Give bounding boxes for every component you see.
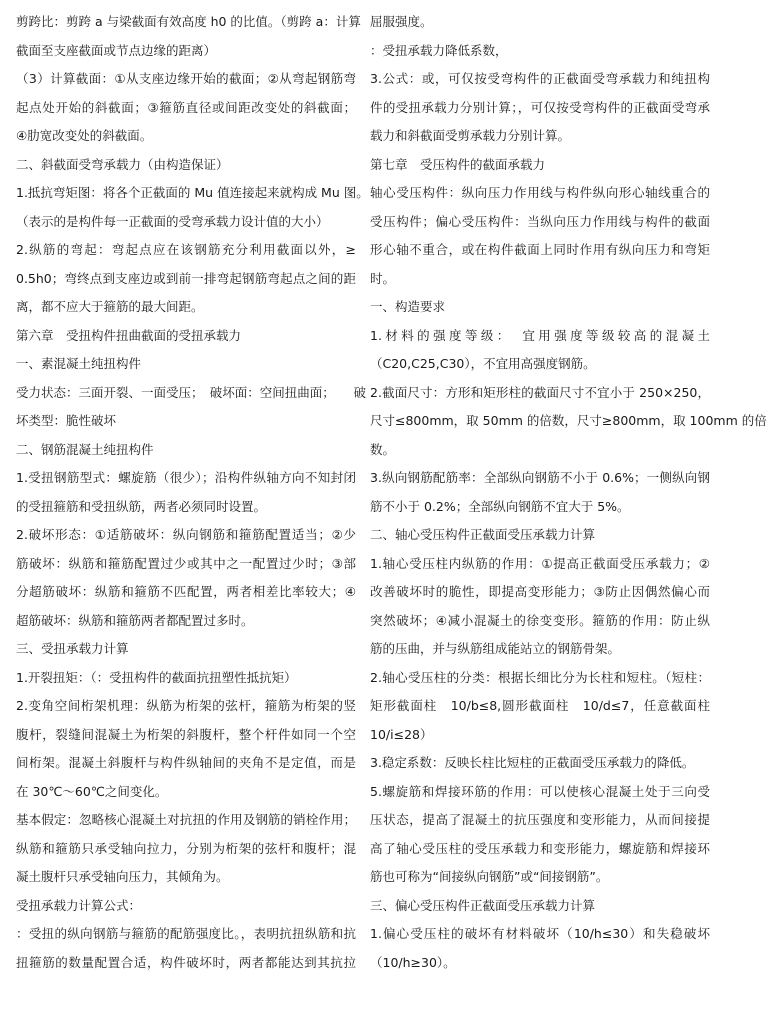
left-text-line: 在 30℃～60℃之间变化。 [16,783,168,799]
left-text-line: ：受扭的纵向钢筋与箍筋的配筋强度比。，表明抗扭纵筋和抗 [16,926,356,941]
left-text-line: 三、受扭承载力计算 [16,641,129,656]
left-text-line: （表示的是构件每一正截面的受弯承载力设计值的大小） [16,213,329,229]
right-column [370,8,767,977]
right-text-line: 受压构件；偏心受压构件：当纵向压力作用线与构件的截面 [370,213,710,229]
right-text-line: 突然破坏；④减小混凝土的徐变变形。箍筋的作用：防止纵 [370,612,710,628]
left-text-line: 起点处开始的斜截面；③箍筋直径或间距改变处的斜截面； [16,99,356,115]
right-text-line: 高了轴心受压柱的受压承载力和变形能力，螺旋筋和焊接环 [370,840,710,856]
left-text-line: 凝土腹杆只承受轴向压力，其倾角为。 [16,869,229,884]
left-text-line: 分超筋破坏：纵筋和箍筋不匹配置，两者相差比率较大；④ [16,584,356,599]
right-text-line: 1.轴心受压柱内纵筋的作用：①提高正截面受压承载力；② [370,555,710,571]
right-text-line: 3.稳定系数：反映长柱比短柱的正截面受压承载力的降低。 [370,755,695,770]
right-text-line: 矩形截面柱 10/b≤8,圆形截面柱 10/d≤7，任意截面柱 [370,698,710,713]
left-text-line: 1.受扭钢筋型式：螺旋筋（很少）；沿构件纵轴方向不知封闭 [16,470,356,485]
right-text-line: 1.偏心受压柱的破坏有材料破坏（10/h≤30）和失稳破坏 [370,926,710,941]
left-text-line: 2.纵筋的弯起：弯起点应在该钢筋充分利用截面以外，≥ [16,242,356,257]
right-text-line: 屈服强度。 [370,14,433,29]
right-text-line: ：受扭承载力降低系数， [370,42,508,58]
left-text-line: 坏类型：脆性破坏 [16,413,117,428]
right-text-line: 时。 [370,270,396,286]
left-text-line: 截面至支座截面或节点边缘的距离） [16,42,217,58]
left-text-line: 扭箍筋的数量配置合适，构件破坏时，两者都能达到其抗拉 [16,954,356,970]
right-text-line: （C20,C25,C30），不宜用高强度钢筋。 [370,356,596,371]
right-text-line: 10/i≤28） [370,726,433,742]
left-text-line: 超筋破坏：纵筋和箍筋两者都配置过多时。 [16,612,254,628]
left-text-line: 2.变角空间桁架机理：纵筋为桁架的弦杆，箍筋为桁架的竖 [16,698,356,713]
left-text-line: 受扭承载力计算公式： [16,897,142,913]
left-text-line: 二、斜截面受弯承载力（由构造保证） [16,156,229,172]
right-text-line: 载力和斜截面受剪承载力分别计算。 [370,128,571,143]
right-text-line: 轴心受压构件：纵向压力作用线与构件纵向形心轴线重合的 [370,185,710,200]
left-text-line: （3）计算截面：①从支座边缘开始的截面；②从弯起钢筋弯 [16,71,356,86]
right-text-line: 第七章 受压构件的截面承载力 [370,156,546,172]
left-text-line: 1.抵抗弯矩图：将各个正截面的 Mu 值连接起来就构成 Mu 图。 [16,185,369,200]
right-text-line: （10/h≥30）。 [370,954,456,970]
left-text-line: 2.破坏形态：①适筋破坏：纵向钢筋和箍筋配置适当；②少 [16,527,356,542]
right-text-line: 尺寸≤800mm，取 50mm 的倍数，尺寸≥800mm，取 100mm 的倍 [370,413,767,428]
left-text-line: 纵筋和箍筋只承受轴向拉力，分别为桁架的弦杆和腹杆；混 [16,840,356,856]
left-column [16,8,369,977]
right-text-line: 筋也可称为“间接纵向钢筋”或“间接钢筋”。 [370,869,609,884]
right-text-line: 一、构造要求 [370,299,446,314]
right-text-line: 2.截面尺寸：方形和矩形柱的截面尺寸不宜小于 250×250， [370,384,710,400]
left-text-line: 剪跨比：剪跨 a 与梁截面有效高度 h0 的比值。（剪跨 a：计算 [16,14,361,29]
left-text-line: 1.开裂扭矩：（：受扭构件的截面抗扭塑性抵抗矩） [16,669,297,685]
right-text-line: 数。 [370,441,396,457]
left-text-line: 二、钢筋混凝土纯扭构件 [16,441,154,457]
left-text-line: ④肋宽改变处的斜截面。 [16,128,153,143]
right-text-line: 3.公式：或，可仅按受弯构件的正截面受弯承载力和纯扭构 [370,71,710,86]
left-text-line: 基本假定：忽略核心混凝土对抗扭的作用及钢筋的销栓作用； [16,812,356,827]
left-text-line: 受力状态：三面开裂、一面受压； 破坏面：空间扭曲面； 破 [16,384,367,400]
right-text-line: 2.轴心受压柱的分类：根据长细比分为长柱和短柱。（短柱： [370,669,710,685]
left-text-line: 间桁架。混凝土斜腹杆与构件纵轴间的夹角不是定值，而是 [16,755,356,770]
right-text-line: 压状态，提高了混凝土的抗压强度和变形能力，从而间接提 [370,812,710,827]
left-text-line: 离，都不应大于箍筋的最大间距。 [16,299,204,314]
right-text-line: 3.纵向钢筋配筋率：全部纵向钢筋不小于 0.6%；一侧纵向钢 [370,470,710,485]
right-text-line: 件的受扭承载力分别计算；，可仅按受弯构件的正截面受弯承 [370,99,710,115]
left-text-line: 一、素混凝土纯扭构件 [16,356,142,371]
right-text-line: 5.螺旋筋和焊接环筋的作用：可以使核心混凝土处于三向受 [370,783,710,799]
left-text-line: 0.5h0；弯终点到支座边或到前一排弯起钢筋弯起点之间的距 [16,270,356,286]
right-text-line: 筋的压曲，并与纵筋组成能站立的钢筋骨架。 [370,641,621,656]
right-text-line: 筋不小于 0.2%；全部纵向钢筋不宜大于 5%。 [370,498,630,514]
right-text-line: 1.材料的强度等级： 宜用强度等级较高的混凝土 [370,327,710,343]
right-text-line: 三、偏心受压构件正截面受压承载力计算 [370,897,596,913]
left-text-line: 筋破坏：纵筋和箍筋配置过少或其中之一配置过少时；③部 [16,555,356,571]
right-text-line: 二、轴心受压构件正截面受压承载力计算 [370,527,596,542]
left-text-line: 第六章 受扭构件扭曲截面的受扭承载力 [16,327,242,343]
left-text-line: 的受扭箍筋和受扭纵筋，两者必须同时设置。 [16,498,267,514]
right-text-line: 形心轴不重合，或在构件截面上同时作用有纵向压力和弯矩 [370,242,710,257]
left-text-line: 腹杆，裂缝间混凝土为桁架的斜腹杆，整个杆件如同一个空 [16,726,356,742]
right-text-line: 改善破坏时的脆性，即提高变形能力；③防止因偶然偏心而 [370,584,710,599]
